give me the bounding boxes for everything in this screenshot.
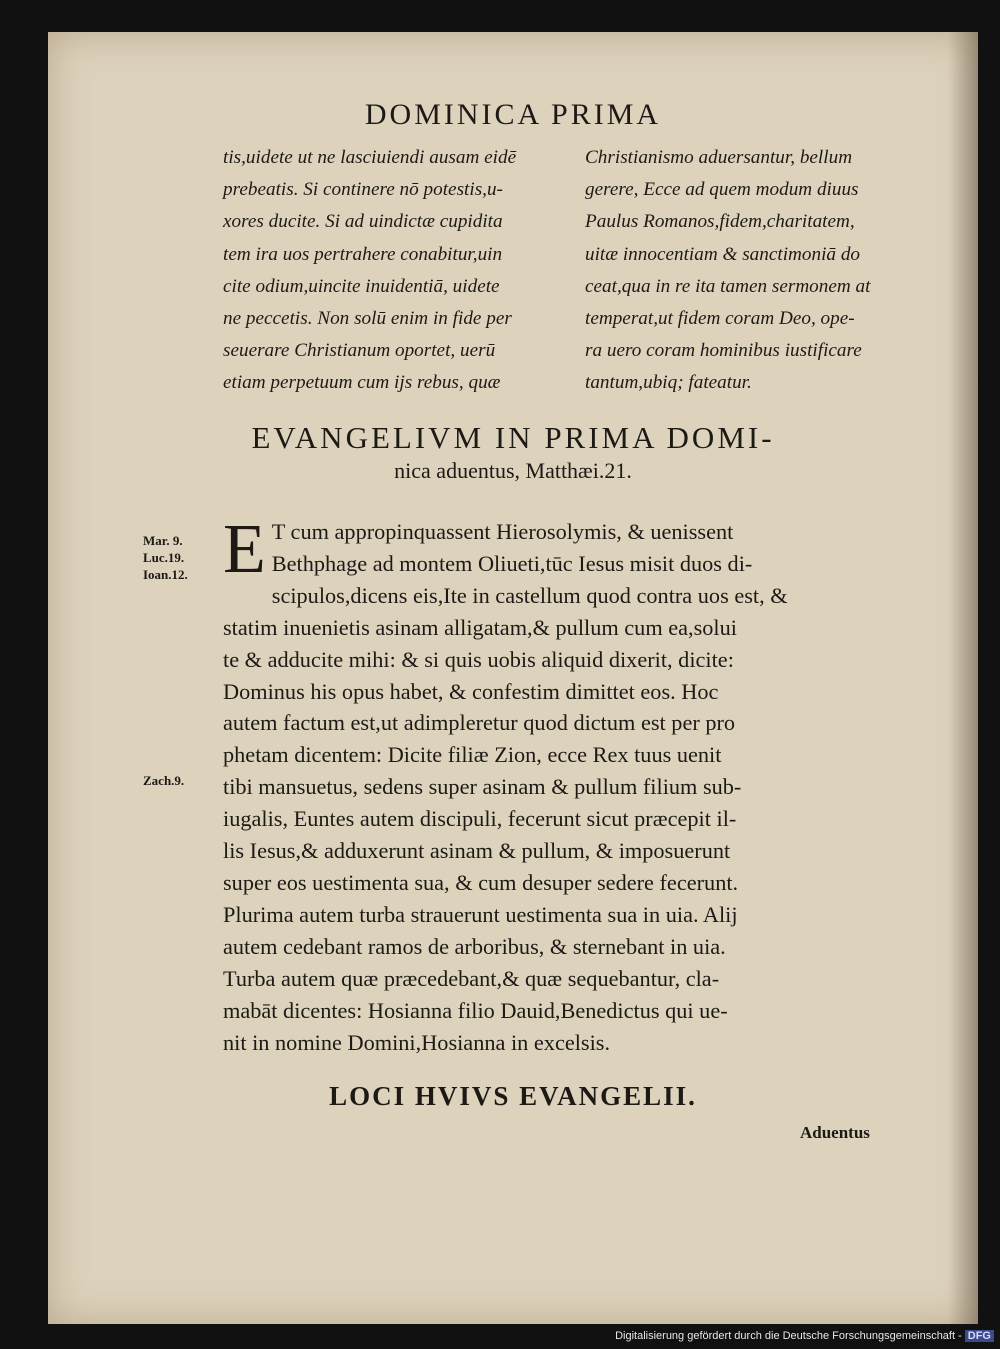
body-line: Turba autem quæ præcedebant,& quæ sequebantur, cla-	[223, 965, 720, 991]
body-line: statim inuenietis asinam alligatam,& pullum cum ea,solui	[223, 614, 737, 640]
column-line: cite odium,uincite inuidentiā, uidete	[223, 275, 500, 297]
body-line: tibi mansuetus, sedens super asinam & pullum filium sub-	[223, 774, 742, 800]
gospel-body	[223, 511, 913, 1058]
column-line: etiam perpetuum cum ijs rebus, quæ	[223, 372, 501, 394]
margin-references	[143, 532, 188, 583]
left-column	[223, 142, 561, 400]
body-line: nit in nomine Domini,Hosianna in excelsis.	[223, 1029, 611, 1055]
body-line: Plurima autem turba strauerunt uestimenta sua in uia. Alij	[223, 901, 738, 927]
column-line: temperat,ut fidem coram Deo, ope-	[585, 308, 855, 330]
body-line: Bethphage ad montem Oliueti,tūc Iesus misit duos di-	[271, 550, 753, 576]
column-line: prebeatis. Si continere nō potestis,u-	[223, 179, 503, 201]
page-edge-shadow	[948, 32, 978, 1324]
body-line: scipulos,dicens eis,Ite in castellum quod contra uos est, &	[271, 582, 788, 608]
dfg-logo: DFG	[965, 1330, 994, 1342]
digitization-footer	[615, 1330, 994, 1342]
drop-cap: E	[223, 511, 266, 588]
body-line: iugalis, Euntes autem discipuli, fecerunt sicut præcepit il-	[223, 806, 737, 832]
footer-text: Digitalisierung gefördert durch die Deutsche Forschungsgemeinschaft -	[615, 1330, 962, 1342]
margin-ref: Ioan.12.	[143, 567, 188, 582]
column-line: ra uero coram hominibus iustificare	[585, 340, 862, 362]
column-line: ceat,qua in re ita tamen sermonem at	[585, 275, 871, 297]
margin-ref: Mar. 9.	[143, 533, 183, 548]
body-line: autem cedebant ramos de arboribus, & sternebant in uia.	[223, 933, 726, 959]
column-line: seuerare Christianum oportet, uerū	[223, 340, 496, 362]
catchword: Aduentus	[800, 1123, 870, 1142]
gospel-heading	[48, 420, 978, 486]
loci-heading: LOCI HVIVS EVANGELII.	[329, 1081, 697, 1111]
body-line: lis Iesus,& adduxerunt asinam & pullum, & imposuerunt	[223, 838, 731, 864]
book-page	[48, 32, 978, 1324]
column-line: Christianismo aduersantur, bellum	[585, 147, 853, 168]
column-line: tis,uidete ut ne lasciuiendi ausam eidē	[223, 147, 517, 168]
column-line: gerere, Ecce ad quem modum diuus	[585, 179, 859, 201]
column-line: ne peccetis. Non solū enim in fide per	[223, 308, 512, 330]
body-line: mabāt dicentes: Hosianna filio Dauid,Benedictus qui ue-	[223, 997, 728, 1023]
body-line: phetam dicentem: Dicite filiæ Zion, ecce Rex tuus uenit	[223, 742, 722, 768]
column-line: xores ducite. Si ad uindictæ cupidita	[223, 211, 503, 233]
right-column	[585, 142, 923, 400]
running-header: DOMINICA PRIMA	[364, 98, 662, 131]
body-line: autem factum est,ut adimpleretur quod dictum est per pro	[223, 710, 736, 736]
body-line: T cum appropinquassent Hierosolymis, & uenissent	[271, 519, 734, 544]
gospel-title: EVANGELIVM IN PRIMA DOMI-	[251, 420, 775, 455]
margin-ref: Zach.9.	[143, 773, 185, 788]
column-line: uitæ innocentiam & sanctimoniā do	[585, 243, 861, 265]
body-line: super eos uestimenta sua, & cum desuper sedere fecerunt.	[223, 869, 739, 895]
column-line: Paulus Romanos,fidem,charitatem,	[585, 211, 855, 233]
body-line: te & adducite mihi: & si quis uobis aliquid dixerit, dicite:	[223, 646, 734, 672]
margin-references-2	[143, 772, 184, 789]
gospel-subtitle: nica aduentus, Matthæi.21.	[394, 458, 632, 483]
body-line: Dominus his opus habet, & confestim dimittet eos. Hoc	[223, 678, 719, 704]
two-column-text	[223, 142, 923, 400]
margin-ref: Luc.19.	[143, 550, 185, 565]
column-line: tem ira uos pertrahere conabitur,uin	[223, 243, 503, 265]
column-line: tantum,ubiq; fateatur.	[585, 372, 752, 394]
